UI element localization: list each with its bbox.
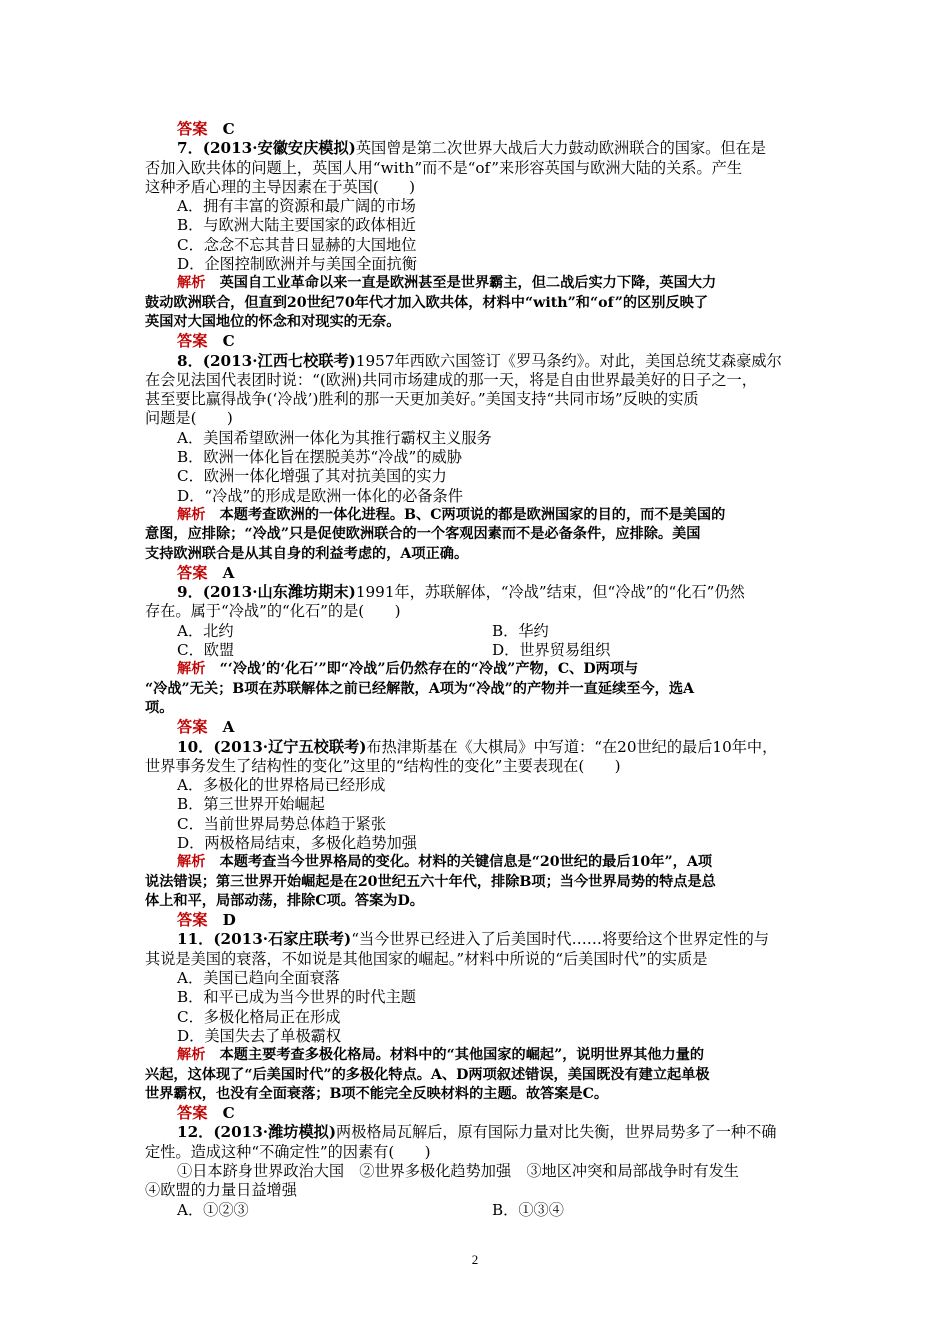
answer-label: 答案	[177, 718, 208, 737]
q11-stem-line-1	[145, 930, 807, 949]
q11-analysis-line-1	[145, 1046, 807, 1065]
question-number: 10．	[177, 737, 214, 756]
q10-analysis-line-2: 说法错误；第三世界开始崛起是在20世纪五六十年代，排除B项；当今世界局势的特点是总	[145, 873, 716, 890]
question-source: (2013·石家庄联考)	[213, 930, 352, 949]
answer-label: 答案	[177, 1104, 208, 1123]
question-source: (2013·辽宁五校联考)	[213, 737, 367, 756]
q11-option-d: D．美国失去了单极霸权	[177, 1026, 342, 1045]
answer-label: 答案	[177, 120, 208, 138]
q9-analysis-line-2: “冷战”无关；B项在苏联解体之前已经解散，A项为“冷战”的产物并一直延续至今，选A	[145, 680, 695, 697]
q10-option-b: B．第三世界开始崛起	[177, 795, 325, 814]
analysis-label: 解析	[177, 275, 206, 292]
question-text: 1957年西欧六国签订《罗马条约》。对此，美国总统艾森豪威尔	[355, 351, 782, 370]
question-source: (2013·山东潍坊期末)	[202, 583, 356, 602]
q7-analysis-line-1	[145, 274, 807, 293]
q7-stem-line-2: 否加入欧共体的问题上，英国人用“with”而不是“of”来形容英国与欧洲大陆的关系。产生	[145, 158, 743, 177]
q8-analysis-line-3: 支持欧洲联合是从其自身的利益考虑的，A项正确。	[145, 545, 469, 562]
q7-stem-line-3: 这种矛盾心理的主导因素在于英国( )	[145, 177, 416, 196]
question-text: 1991年，苏联解体，“冷战”结束，但“冷战”的“化石”仍然	[355, 583, 745, 602]
answer-label: 答案	[177, 563, 208, 582]
analysis-label: 解析	[177, 854, 206, 871]
q8-stem-line-4: 问题是( )	[145, 409, 233, 428]
q9-option-c: C．欧盟	[177, 641, 235, 660]
q9-option-b: B．华约	[492, 621, 549, 640]
q10-analysis-line-1	[145, 853, 807, 872]
q9-option-d: D．世界贸易组织	[492, 641, 611, 660]
analysis-label: 解析	[177, 506, 206, 523]
q8-option-b: B．欧洲一体化旨在摆脱美苏“冷战”的威胁	[177, 448, 462, 467]
q7-answer-line	[145, 332, 807, 351]
page-number: 2	[471, 1252, 479, 1267]
q11-analysis-line-3: 世界霸权，也没有全面衰落；B项不能完全反映材料的主题。故答案是C。	[145, 1085, 609, 1102]
answer-value: C	[222, 120, 235, 138]
q10-stem-line-2: 世界事务发生了结构性的变化”这里的“结构性的变化”主要表现在( )	[145, 756, 621, 775]
q7-option-b: B．与欧洲大陆主要国家的政体相近	[177, 216, 416, 235]
q8-option-a: A．美国希望欧洲一体化为其推行霸权主义服务	[177, 428, 492, 447]
question-number: 7．	[177, 139, 203, 158]
q8-option-d: D．“冷战”的形成是欧洲一体化的必备条件	[177, 486, 463, 505]
q10-option-a: A．多极化的世界格局已经形成	[177, 776, 386, 795]
q8-analysis-line-1	[145, 506, 807, 525]
answer-value: D	[222, 911, 236, 930]
q9-analysis-line-3: 项。	[145, 699, 174, 716]
analysis-label: 解析	[177, 1047, 206, 1064]
question-text: 英国曾是第二次世界大战后大力鼓动欧洲联合的国家。但在是	[355, 139, 766, 158]
analysis-text: “‘冷战’的‘化石’”即“冷战”后仍然存在的“冷战”产物，C、D两项与	[219, 661, 639, 678]
analysis-text: 本题主要考查多极化格局。材料中的“其他国家的崛起”，说明世界其他力量的	[219, 1047, 705, 1064]
q11-option-b: B．和平已成为当今世界的时代主题	[177, 988, 416, 1007]
q12-items-line-2: ④欧盟的力量日益增强	[145, 1181, 297, 1200]
q7-stem-line-1	[145, 139, 807, 158]
analysis-text: 英国自工业革命以来一直是欧洲甚至是世界霸主，但二战后实力下降，英国大力	[219, 275, 717, 292]
q12-stem-line-1	[145, 1123, 807, 1142]
q8-stem-line-2: 在会见法国代表团时说：“(欧洲)共同市场建成的那一天，将是自由世界最美好的日子之一，	[145, 370, 757, 389]
q10-analysis-line-3: 体上和平，局部动荡，排除C项。答案为D。	[145, 892, 424, 909]
question-number: 8．	[177, 351, 203, 370]
question-source: (2013·潍坊模拟)	[213, 1123, 337, 1142]
analysis-text: 本题考查欧洲的一体化进程。B、C两项说的都是欧洲国家的目的，而不是美国的	[219, 506, 726, 523]
analysis-text: 本题考查当今世界格局的变化。材料的关键信息是“20世纪的最后10年”，A项	[219, 854, 713, 871]
analysis-label: 解析	[177, 661, 206, 678]
q7-analysis-line-3: 英国对大国地位的怀念和对现实的无奈。	[145, 313, 401, 330]
q8-stem-line-1	[145, 352, 807, 371]
q9-options-row-2	[145, 641, 807, 660]
document-body	[145, 120, 807, 1220]
q12-items-line-1: ①日本跻身世界政治大国 ②世界多极化趋势加强 ③地区冲突和局部战争时有发生	[177, 1162, 739, 1181]
q7-option-d: D．企图控制欧洲并与美国全面抗衡	[177, 255, 417, 274]
answer-value: A	[222, 718, 235, 737]
question-number: 11．	[177, 930, 214, 949]
q7-analysis-line-2: 鼓动欧洲联合，但直到20世纪70年代才加入欧共体，材料中“with”和“of”的区别反映了	[145, 294, 709, 311]
question-number: 9．	[177, 583, 203, 602]
question-text: 两极格局瓦解后，原有国际力量对比失衡，世界局势多了一种不确	[336, 1123, 777, 1142]
q11-option-a: A．美国已趋向全面衰落	[177, 969, 340, 988]
q8-analysis-line-2: 意图，应排除；“冷战”只是促使欧洲联合的一个客观因素而不是必备条件，应排除。美国	[145, 526, 701, 543]
q10-stem-line-1	[145, 738, 807, 757]
q9-options-row-1	[145, 622, 807, 641]
q8-answer-line	[145, 564, 807, 583]
q8-option-c: C．欧洲一体化增强了其对抗美国的实力	[177, 467, 447, 486]
q11-stem-line-2: 其说是美国的衰落，不如说是其他国家的崛起。”材料中所说的“后美国时代”的实质是	[145, 949, 708, 968]
q10-answer-line	[145, 911, 807, 930]
q10-option-c: C．当前世界局势总体趋于紧张	[177, 814, 387, 833]
question-number: 12．	[177, 1123, 214, 1142]
q7-option-a: A．拥有丰富的资源和最广阔的市场	[177, 197, 416, 216]
q8-stem-line-3: 甚至要比赢得战争(‘冷战’)胜利的那一天更加美好。”美国支持“共同市场”反映的实质	[145, 390, 699, 409]
q12-option-b: B．①③④	[492, 1200, 564, 1219]
q6-answer-line	[145, 120, 807, 139]
question-source: (2013·江西七校联考)	[202, 351, 356, 370]
question-source: (2013·安徽安庆模拟)	[202, 139, 356, 158]
q12-stem-line-2: 定性。造成这种“不确定性”的因素有( )	[145, 1142, 431, 1161]
q10-option-d: D．两极格局结束，多极化趋势加强	[177, 833, 417, 852]
q7-option-c: C．念念不忘其昔日显赫的大国地位	[177, 235, 417, 254]
q12-option-a: A．①②③	[177, 1200, 249, 1219]
answer-label: 答案	[177, 911, 208, 930]
q11-answer-line	[145, 1104, 807, 1123]
q9-analysis-line-1	[145, 660, 807, 679]
q9-stem-line-1	[145, 583, 807, 602]
q9-answer-line	[145, 718, 807, 737]
answer-value: C	[222, 1104, 235, 1123]
question-text: 布热津斯基在《大棋局》中写道：“在20世纪的最后10年中，	[366, 737, 778, 756]
question-text: “当今世界已经进入了后美国时代……将要给这个世界定性的与	[351, 930, 770, 949]
answer-value: C	[222, 332, 235, 351]
q11-analysis-line-2: 兴起，这体现了“后美国时代”的多极化特点。A、D两项叙述错误，美国既没有建立起单极	[145, 1066, 710, 1083]
q9-stem-line-2: 存在。属于“冷战”的“化石”的是( )	[145, 602, 401, 621]
q12-options-row-1	[145, 1201, 807, 1220]
q11-option-c: C．多极化格局正在形成	[177, 1007, 341, 1026]
answer-label: 答案	[177, 332, 208, 351]
q9-option-a: A．北约	[177, 621, 234, 640]
answer-value: A	[222, 563, 235, 582]
